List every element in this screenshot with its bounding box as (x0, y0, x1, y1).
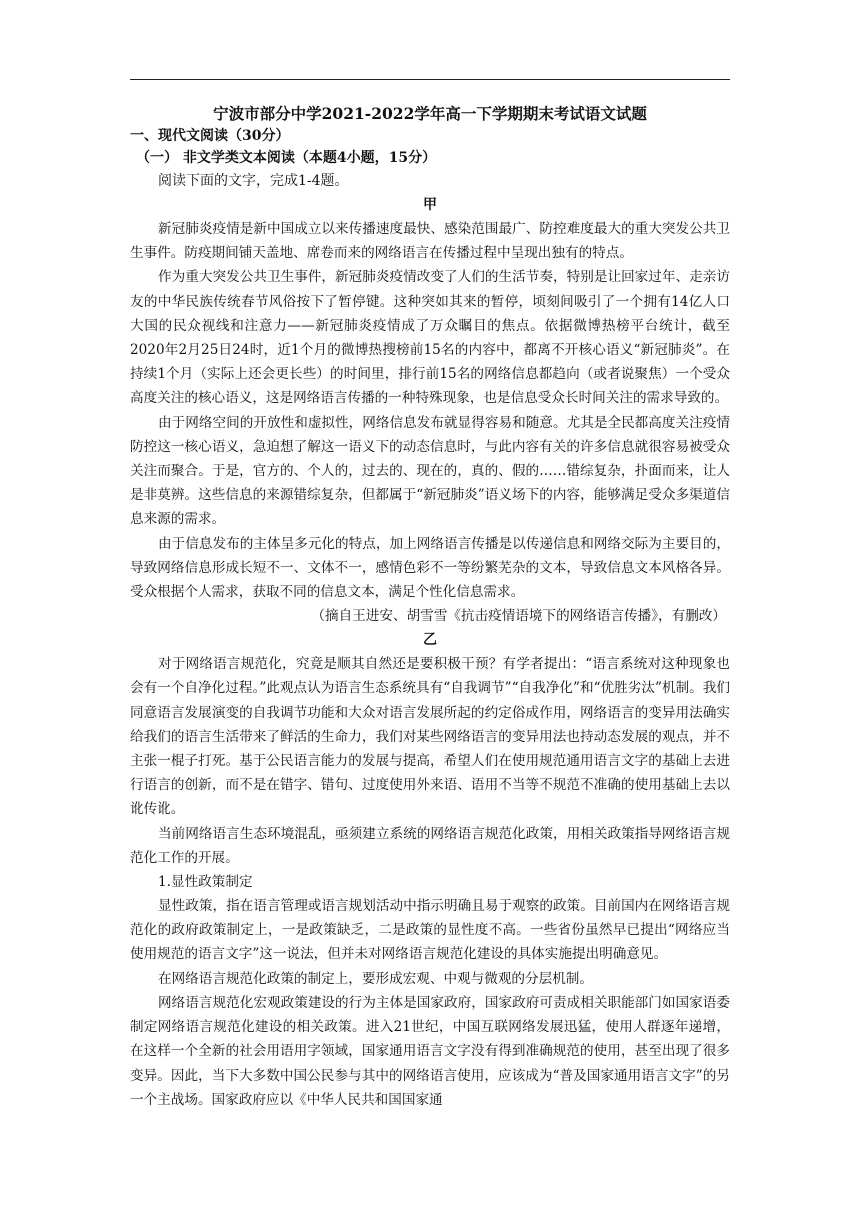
part-b-paragraph: 显性政策，指在语言管理或语言规划活动中指示明确且易于观察的政策。目前国内在网络语言规范化的政府政策制定上，一是政策缺乏，二是政策的显性度不高。一些省份虽然早已提出“网络应当使用规范的语言文字”这一说法，但并未对网络语言规范化建设的具体实施提出明确意见。 (130, 898, 730, 963)
part-b-paragraph: 在网络语言规范化政策的制定上，要形成宏观、中观与微观的分层机制。 (158, 970, 593, 987)
part-a-source: （摘自王进安、胡雪雪《抗击疫情语境下的网络语言传播》，有删改） (311, 608, 726, 625)
part-b-subheading: 1.显性政策制定 (158, 874, 253, 891)
subsection-heading: （一） 非文学类文本阅读（本题4小题，15分） (136, 150, 437, 166)
part-a-paragraph: 作为重大突发公共卫生事件，新冠肺炎疫情改变了人们的生活节奏，特别是让回家过年、走亲访友的中华民族传统春节风俗按下了暂停键。这种突如其来的暂停，顷刻间吸引了一个拥有14亿人口大国的民众视线和注意力——新冠肺炎疫情成了万众瞩目的焦点。依据微博热榜平台统计，截至2020年2月25日24时，近1个月的微博热搜榜前15名的内容中，都离不开核心语义“新冠肺炎”。在持续1个月（实际上还会更长些）的时间里，排行前15名的网络信息都趋向（或者说聚焦）一个受众高度关注的核心语义，这是网络语言传播的一种特殊现象，也是信息受众长时间关注的需求导致的。 (130, 269, 730, 407)
part-a-paragraph: 由于信息发布的主体呈多元化的特点，加上网络语言传播是以传递信息和网络交际为主要目的，导致网络信息形成长短不一、文体不一，感情色彩不一等纷繁芜杂的文本，导致信息文本风格各异。受众根据个人需求，获取不同的信息文本，满足个性化信息需求。 (130, 535, 730, 601)
part-a-paragraph: 由于网络空间的开放性和虚拟性，网络信息发布就显得容易和随意。尤其是全民都高度关注疫情防控这一核心语义，急迫想了解这一语义下的动态信息时，与此内容有关的许多信息就很容易被受众关注而聚合。于是，官方的、个人的，过去的、现在的，真的、假的……错综复杂，扑面而来，让人是非莫辨。这些信息的来源错综复杂，但都属于“新冠肺炎”语义场下的内容，能够满足受众多渠道信息来源的需求。 (130, 414, 730, 528)
part-b-paragraph: 网络语言规范化宏观政策建设的行为主体是国家政府，国家政府可责成相关职能部门如国家语委制定网络语言规范化建设的相关政策。进入21世纪，中国互联网络发展迅猛，使用人群逐年递增，在这样一个全新的社会用语用字领域，国家通用语言文字没有得到准确规范的使用，甚至出现了很多变异。因此，当下大多数中国公民参与其中的网络语言使用，应该成为“普及国家通用语言文字”的另一个主战场。国家政府应以《中华人民共和国国家通 (130, 994, 730, 1108)
header-rule (130, 79, 730, 80)
page-title: 宁波市部分中学2021-2022学年高一下学期期末考试语文试题 (213, 104, 647, 123)
section-heading: 一、现代文阅读（30分） (130, 128, 290, 144)
part-b-label: 乙 (423, 632, 437, 649)
exam-page (130, 104, 730, 1112)
instruction-text: 阅读下面的文字，完成1-4题。 (158, 173, 349, 189)
part-b-paragraph: 对于网络语言规范化，究竟是顺其自然还是要积极干预？有学者提出：“语言系统对这种现象也会有一个自净化过程。”此观点认为语言生态系统具有“自我调节”“自我净化”和“优胜劣汰”机制。我们同意语言发展演变的自我调节功能和大众对语言发展所起的约定俗成作用，网络语言的变异用法确实给我们的语言生活带来了鲜活的生命力，我们对某些网络语言的变异用法也持动态发展的观点，并不主张一棍子打死。基于公民语言能力的发展与提高，希望人们在使用规范通用语言文字的基础上去进行语言的创新，而不是在错字、错句、过度使用外来语、语用不当等不规范不准确的使用基础上去以讹传讹。 (130, 656, 730, 818)
part-a-label: 甲 (423, 197, 437, 213)
part-a-paragraph: 新冠肺炎疫情是新中国成立以来传播速度最快、感染范围最广、防控难度最大的重大突发公共卫生事件。防疫期间铺天盖地、席卷而来的网络语言在传播过程中呈现出独有的特点。 (130, 221, 730, 262)
part-b-paragraph: 当前网络语言生态环境混乱，亟须建立系统的网络语言规范化政策，用相关政策指导网络语言规范化工作的开展。 (130, 825, 730, 866)
